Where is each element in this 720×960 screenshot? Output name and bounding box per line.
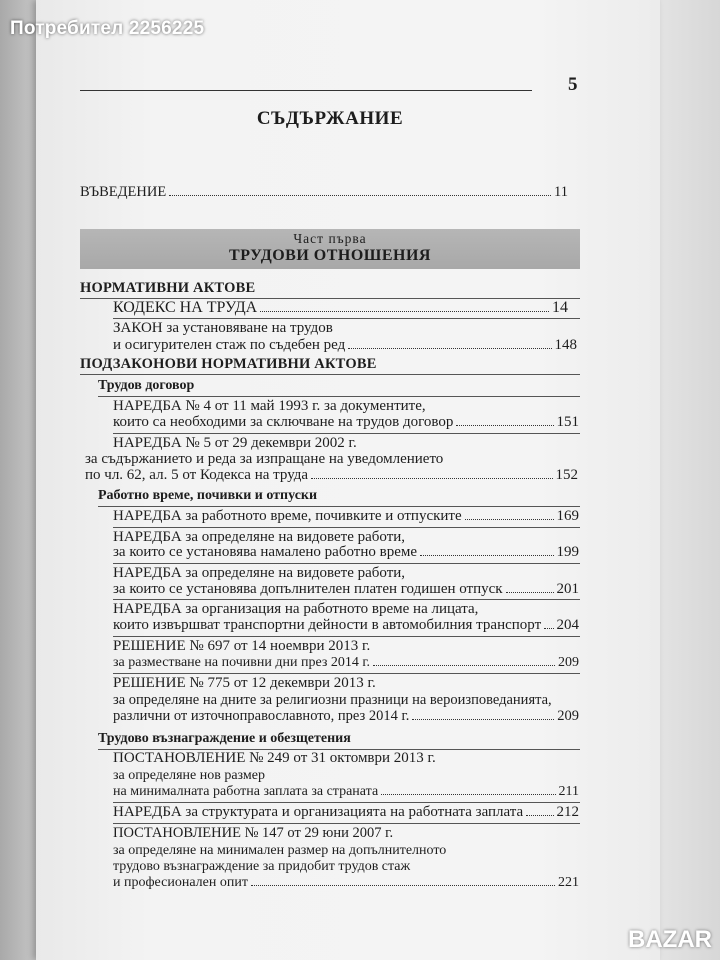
seller-watermark: Потребител 2256225 bbox=[10, 18, 205, 39]
toc-entry-ord-extra-leave: за които се установява допълнителен платен годишен отпуск 201 bbox=[113, 581, 579, 597]
toc-entry-res249-line2: за определяне нов размер bbox=[113, 768, 265, 783]
toc-entry-res147-line1: ПОСТАНОВЛЕНИЕ № 147 от 29 юни 2007 г. bbox=[113, 825, 394, 841]
toc-entry-res147-line3: трудово възнаграждение за придобит трудов стаж bbox=[113, 859, 411, 874]
toc-entry-dec697-line1: РЕШЕНИЕ № 697 от 14 ноември 2013 г. bbox=[113, 638, 371, 654]
divider bbox=[113, 563, 580, 564]
toc-entry-law-seniority-line1: ЗАКОН за установяване на трудов bbox=[113, 320, 333, 336]
subsection-worktime: Работно време, почивки и отпуски bbox=[98, 488, 318, 503]
page-number: 5 bbox=[568, 74, 578, 95]
toc-entry-ord-pay: НАРЕДБА за структурата и организацията на работната заплата 212 bbox=[113, 804, 579, 820]
toc-entry-labor-code: КОДЕКС НА ТРУДА 14 bbox=[113, 299, 568, 316]
background-right bbox=[660, 0, 720, 960]
toc-entry-res147-line2: за определяне на минимален размер на допълнителното bbox=[113, 843, 447, 858]
toc-entry-dec775-line2: за определяне на дните за религиозни празници на вероизповеданията, bbox=[113, 692, 552, 708]
header-rule bbox=[80, 90, 532, 91]
section-subnormative: ПОДЗАКОНОВИ НОРМАТИВНИ АКТОВЕ bbox=[80, 356, 377, 372]
toc-entry-res147: и професионален опит 221 bbox=[113, 875, 579, 890]
part-label: Част първа bbox=[293, 231, 367, 246]
toc-entry-ord-extra-leave-line1: НАРЕДБА за определяне на видовете работи, bbox=[113, 565, 406, 581]
entry-title: ВЪВЕДЕНИЕ bbox=[80, 184, 167, 200]
toc-entry-dec697: за разместване на почивни дни през 2014 г. 209 bbox=[113, 655, 579, 670]
divider bbox=[113, 318, 580, 319]
toc-entry-ord-reduced: за които се установява намалено работно време 199 bbox=[113, 544, 579, 560]
divider bbox=[113, 673, 580, 674]
divider bbox=[113, 823, 580, 824]
toc-entry-res249-line1: ПОСТАНОВЛЕНИЕ № 249 от 31 октомври 2013 г. bbox=[113, 750, 436, 766]
toc-entry-ord-transport-line1: НАРЕДБА за организация на работното време на лицата, bbox=[113, 601, 479, 617]
divider bbox=[113, 527, 580, 528]
bazar-logo: BAZAR bbox=[628, 926, 712, 953]
toc-entry-law-seniority: и осигурителен стаж по съдебен ред 148 bbox=[113, 337, 577, 353]
toc-entry-ord-worktime: НАРЕДБА за работното време, почивките и отпуските 169 bbox=[113, 508, 579, 524]
part-title: ТРУДОВИ ОТНОШЕНИЯ bbox=[229, 247, 431, 264]
toc-entry-ord-reduced-line1: НАРЕДБА за определяне на видовете работи, bbox=[113, 529, 406, 545]
divider bbox=[98, 506, 580, 507]
entry-page: 11 bbox=[554, 184, 568, 200]
part-banner bbox=[80, 229, 580, 269]
toc-entry-ord4: които са необходими за сключване на трудов договор 151 bbox=[113, 414, 579, 430]
divider bbox=[113, 433, 580, 434]
toc-entry-ord5-line2: за съдържанието и реда за изпращане на уведомлението bbox=[85, 451, 444, 467]
divider bbox=[98, 396, 580, 397]
section-normative: НОРМАТИВНИ АКТОВЕ bbox=[80, 280, 256, 296]
toc-entry-ord4-line1: НАРЕДБА № 4 от 11 май 1993 г. за документите, bbox=[113, 398, 426, 414]
page-title: СЪДЪРЖАНИЕ bbox=[256, 108, 404, 129]
subsection-pay: Трудово възнаграждение и обезщетения bbox=[98, 731, 351, 746]
toc-entry-dec775-line1: РЕШЕНИЕ № 775 от 12 декември 2013 г. bbox=[113, 675, 376, 691]
toc-entry-ord5: по чл. 62, ал. 5 от Кодекса на труда 152 bbox=[85, 467, 578, 483]
divider bbox=[113, 636, 580, 637]
divider bbox=[113, 599, 580, 600]
toc-entry-res249: на минималната работна заплата за страната 211 bbox=[113, 784, 579, 799]
toc-entry-dec775: различни от източноправославното, през 2014 г. 209 bbox=[113, 708, 579, 724]
subsection-contract: Трудов договор bbox=[98, 378, 195, 393]
divider bbox=[80, 374, 580, 375]
toc-entry-ord-transport: които извършват транспортни дейности в автомобилния транспорт 204 bbox=[113, 617, 579, 633]
divider bbox=[113, 802, 580, 803]
background-left bbox=[0, 0, 40, 960]
toc-entry-intro bbox=[80, 184, 568, 201]
toc-entry-ord5-line1: НАРЕДБА № 5 от 29 декември 2002 г. bbox=[113, 435, 357, 451]
